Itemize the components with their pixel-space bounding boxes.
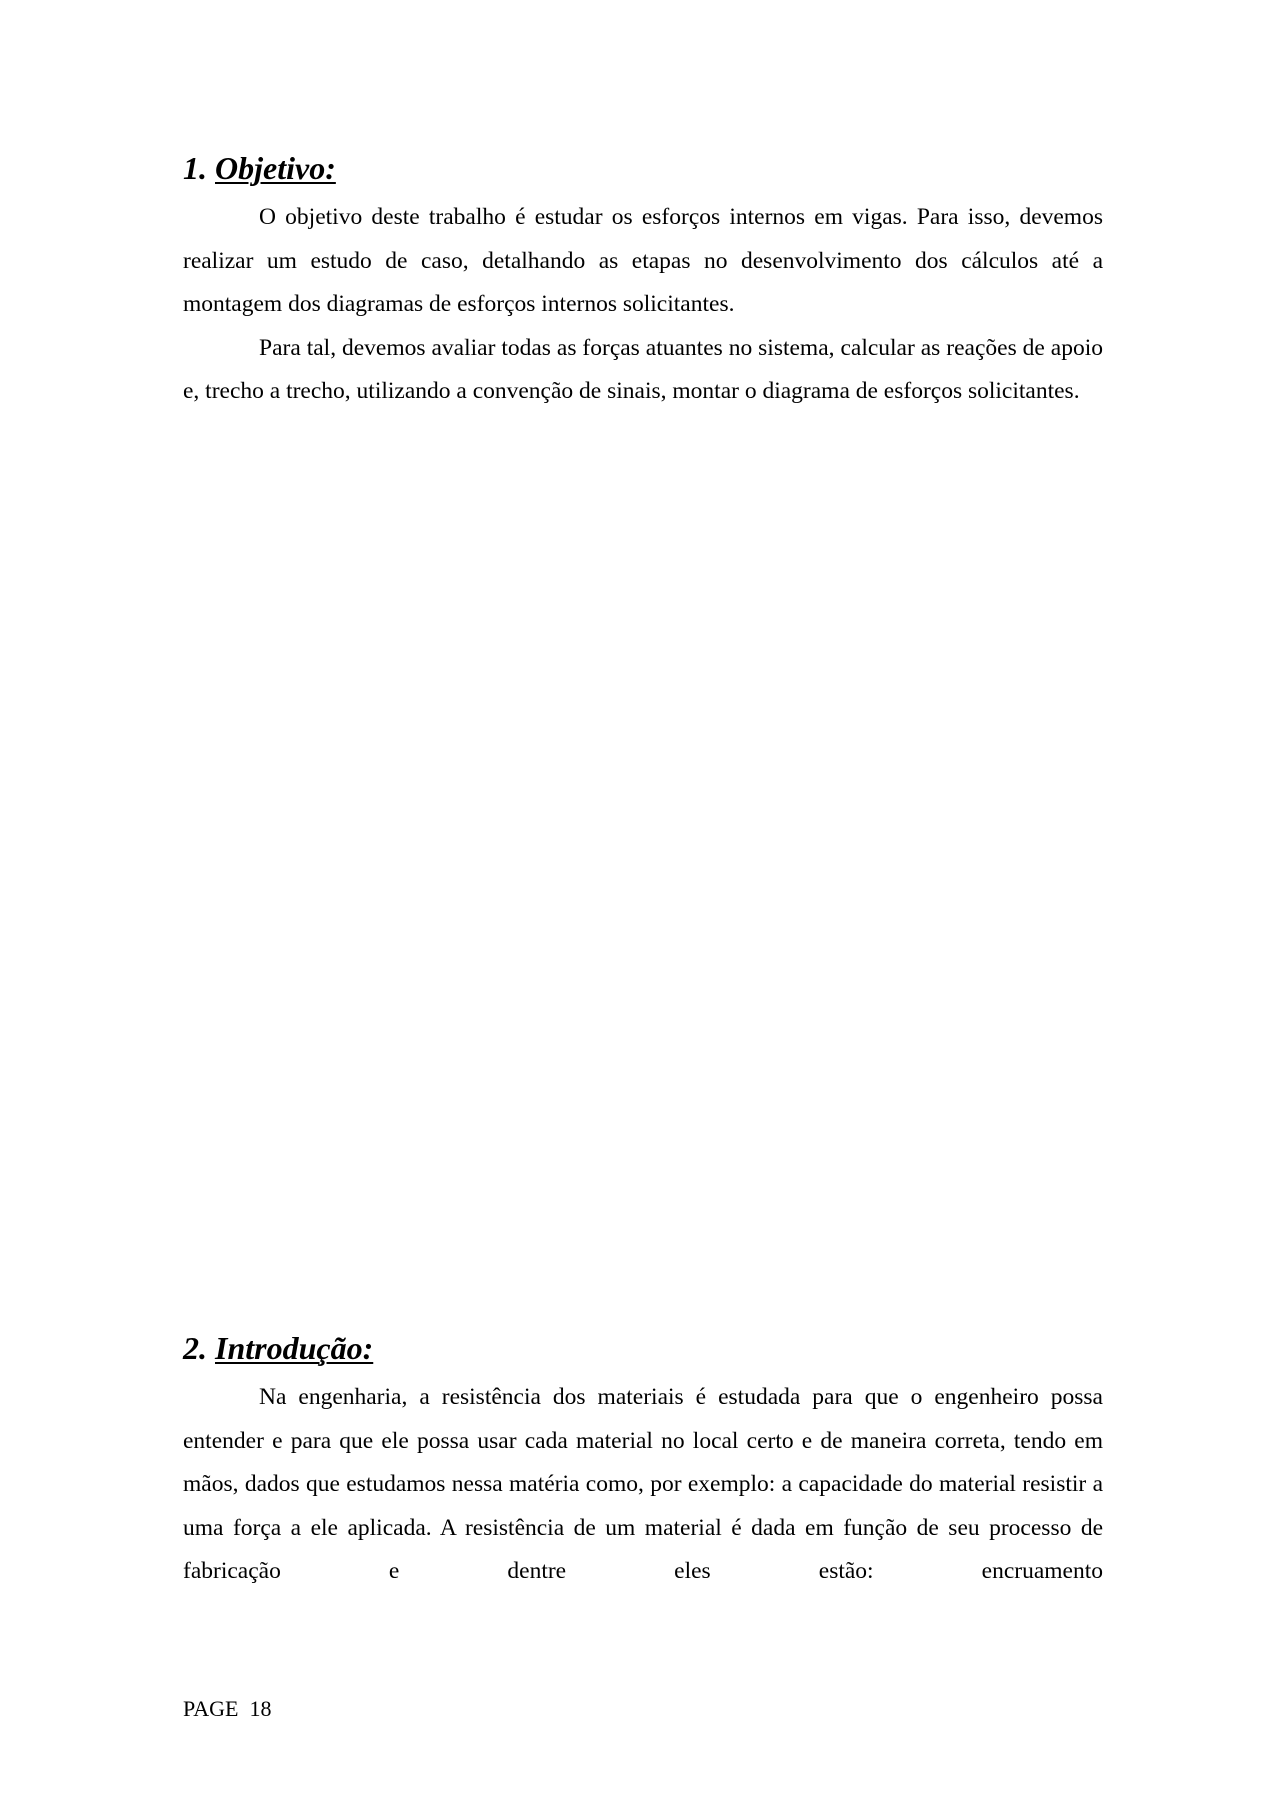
- section-number: 1.: [183, 150, 207, 186]
- paragraph-objetivo-2: Para tal, devemos avaliar todas as forças atuantes no sistema, calcular as reações de apoio e, trecho a trecho, utilizando a convenção de sinais, montar o diagrama de esforços solicitantes.: [183, 334, 1103, 404]
- section-title: Introdução:: [215, 1330, 374, 1366]
- page-number: 18: [249, 1696, 272, 1721]
- section-title: Objetivo:: [215, 150, 336, 186]
- section-introducao: [183, 1328, 1103, 1594]
- page-footer: [183, 1695, 271, 1723]
- section-heading-introducao: [183, 1328, 1103, 1368]
- section-objetivo: [183, 148, 1103, 414]
- paragraph-introducao-1: Na engenharia, a resistência dos materiais é estudada para que o engenheiro possa entender e para que ele possa usar cada material no local certo e de maneira correta, tendo em mãos, dados que estudamos nessa matéria como, por exemplo: a capacidade do material resistir a uma força a ele aplicada. A resistência de um material é dada em função de seu processo de fabricação e dentre eles estão: encruamento: [183, 1384, 1103, 1584]
- page-label: PAGE: [183, 1696, 239, 1721]
- section-heading-objetivo: [183, 148, 1103, 188]
- section-number: 2.: [183, 1330, 207, 1366]
- paragraph-objetivo-1: O objetivo deste trabalho é estudar os esforços internos em vigas. Para isso, devemos realizar um estudo de caso, detalhando as etapas no desenvolvimento dos cálculos até a montagem dos diagramas de esforços internos solicitantes.: [183, 204, 1103, 317]
